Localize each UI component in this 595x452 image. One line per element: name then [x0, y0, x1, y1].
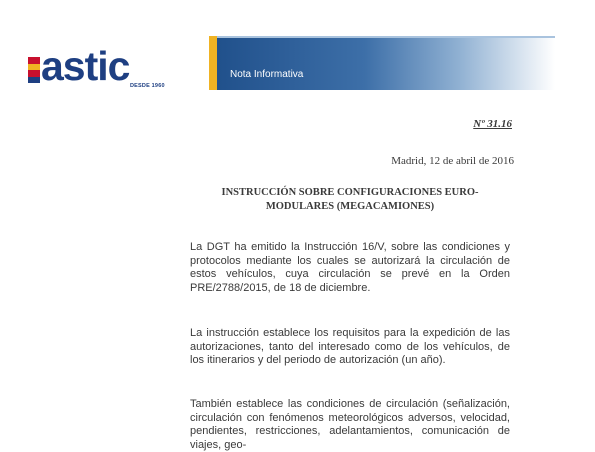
banner-title: Nota Informativa: [230, 69, 304, 80]
logo-flag-stripes: [28, 57, 40, 83]
document-date: Madrid, 12 de abril de 2016: [391, 155, 514, 167]
logo-wordmark: astic: [41, 43, 130, 89]
paragraph-3: También establece las condiciones de circulación (señalización, circulación con fenómenos meteorológicos adversos, velocidad, pendientes, restricciones, adelantamientos, comunicación de viajes, geo-: [190, 398, 510, 451]
paragraph-2: La instrucción establece los requisitos para la expedición de las autorizaciones, tanto del interesado como de los vehículos, de los itinerarios y del periodo de autorización (un año).: [190, 327, 510, 366]
stripe-blue: [28, 77, 40, 84]
banner-top-line: [217, 36, 555, 38]
header-banner: [209, 36, 555, 90]
document-number: Nº 31.16: [473, 118, 512, 130]
logo-tagline: DESDE 1960: [130, 83, 165, 89]
banner-accent-bar: [209, 36, 217, 90]
astic-logo: [28, 43, 178, 95]
paragraph-1: La DGT ha emitido la Instrucción 16/V, sobre las condiciones y protocolos mediante los cuales se autorizará la circulación de estos vehículos, cuya circulación se prevé en la Orden PRE/2788/2015, de 18 de diciembre.: [190, 241, 510, 294]
document-heading: INSTRUCCIÓN SOBRE CONFIGURACIONES EURO-MODULARES (MEGACAMIONES): [221, 187, 479, 212]
